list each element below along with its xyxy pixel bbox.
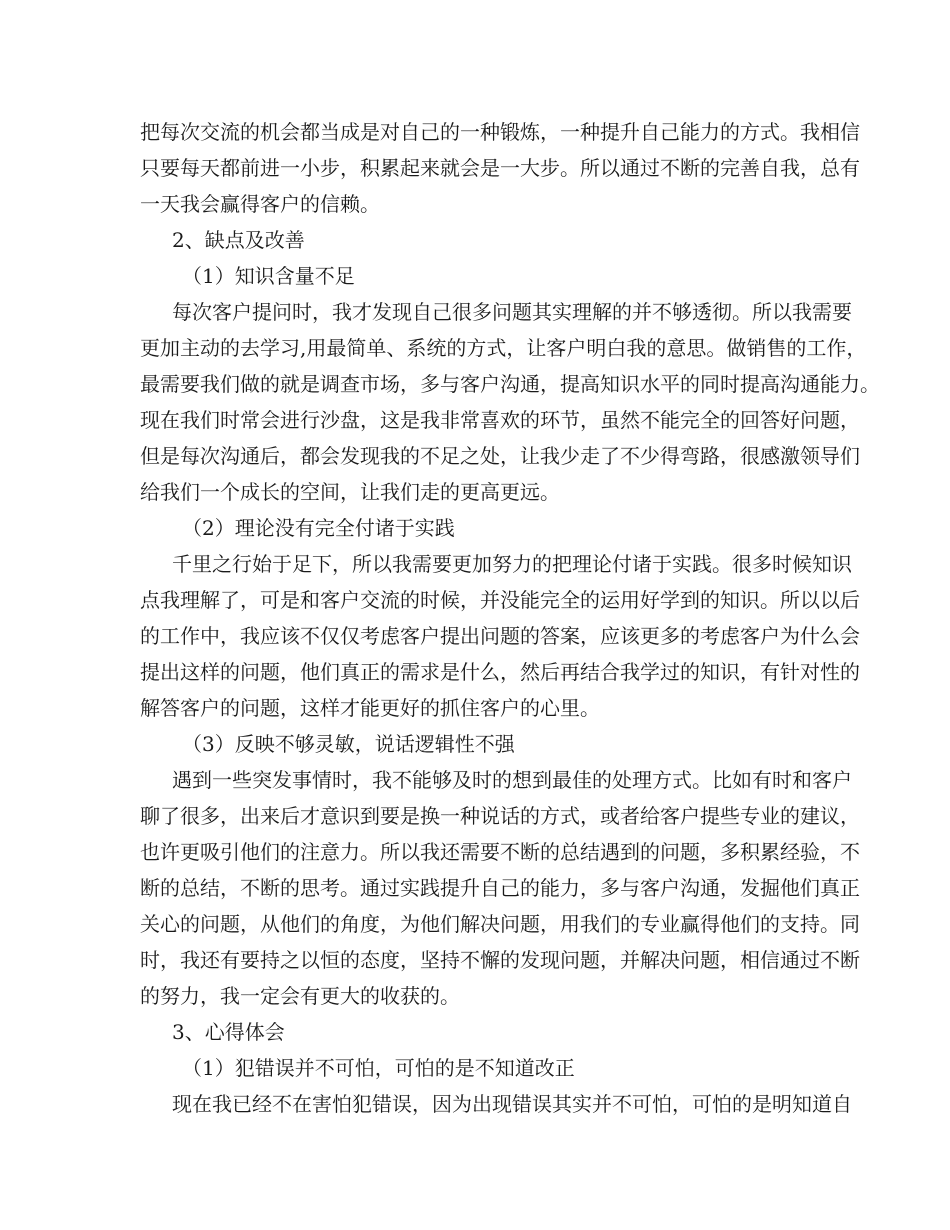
body-line: 时，我还有要持之以恒的态度，坚持不懈的发现问题，并解决问题，相信通过不断 [140, 948, 860, 972]
body-line: 点我理解了，可是和客户交流的时候，并没能完全的运用好学到的知识。所以以后 [140, 588, 860, 612]
body-line: 聊了很多，出来后才意识到要是换一种说话的方式，或者给客户提些专业的建议， [140, 804, 860, 828]
subsection-heading: （1）知识含量不足 [182, 264, 355, 288]
body-line: 的工作中，我应该不仅仅考虑客户提出问题的答案，应该更多的考虑客户为什么会 [140, 624, 860, 648]
body-line: 只要每天都前进一小步，积累起来就会是一大步。所以通过不断的完善自我，总有 [140, 156, 860, 180]
body-line: 解答客户的问题，这样才能更好的抓住客户的心里。 [140, 696, 600, 720]
body-line: 的努力，我一定会有更大的收获的。 [140, 984, 460, 1008]
section-heading: 2、缺点及改善 [172, 228, 305, 252]
paragraph-first-line: 千里之行始于足下，所以我需要更加努力的把理论付诸于实践。很多时候知识 [172, 552, 852, 576]
body-line: 但是每次沟通后，都会发现我的不足之处，让我少走了不少得弯路，很感激领导们 [140, 444, 860, 468]
paragraph-first-line: 遇到一些突发事情时，我不能够及时的想到最佳的处理方式。比如有时和客户 [172, 768, 852, 792]
body-line: 也许更吸引他们的注意力。所以我还需要不断的总结遇到的问题，多积累经验，不 [140, 840, 860, 864]
body-line: 现在我们时常会进行沙盘，这是我非常喜欢的环节，虽然不能完全的回答好问题， [140, 408, 860, 432]
subsection-heading: （1）犯错误并不可怕，可怕的是不知道改正 [182, 1056, 575, 1080]
subsection-heading: （2）理论没有完全付诸于实践 [182, 516, 455, 540]
body-line: 关心的问题，从他们的角度，为他们解决问题，用我们的专业赢得他们的支持。同 [140, 912, 860, 936]
body-line: 给我们一个成长的空间，让我们走的更高更远。 [140, 480, 560, 504]
body-line: 更加主动的去学习,用最简单、系统的方式，让客户明白我的意思。做销售的工作， [140, 336, 867, 360]
subsection-heading: （3）反映不够灵敏，说话逻辑性不强 [182, 732, 515, 756]
body-line: 最需要我们做的就是调查市场，多与客户沟通，提高知识水平的同时提高沟通能力。 [140, 372, 880, 396]
body-line: 一天我会赢得客户的信赖。 [140, 192, 380, 216]
body-line: 断的总结，不断的思考。通过实践提升自己的能力，多与客户沟通，发掘他们真正 [140, 876, 860, 900]
body-line: 把每次交流的机会都当成是对自己的一种锻炼，一种提升自己能力的方式。我相信 [140, 120, 860, 144]
section-heading: 3、心得体会 [172, 1020, 285, 1044]
paragraph-first-line: 每次客户提问时，我才发现自己很多问题其实理解的并不够透彻。所以我需要 [172, 300, 852, 324]
body-line: 提出这样的问题，他们真正的需求是什么，然后再结合我学过的知识，有针对性的 [140, 660, 860, 684]
paragraph-first-line: 现在我已经不在害怕犯错误，因为出现错误其实并不可怕，可怕的是明知道自 [172, 1092, 852, 1116]
